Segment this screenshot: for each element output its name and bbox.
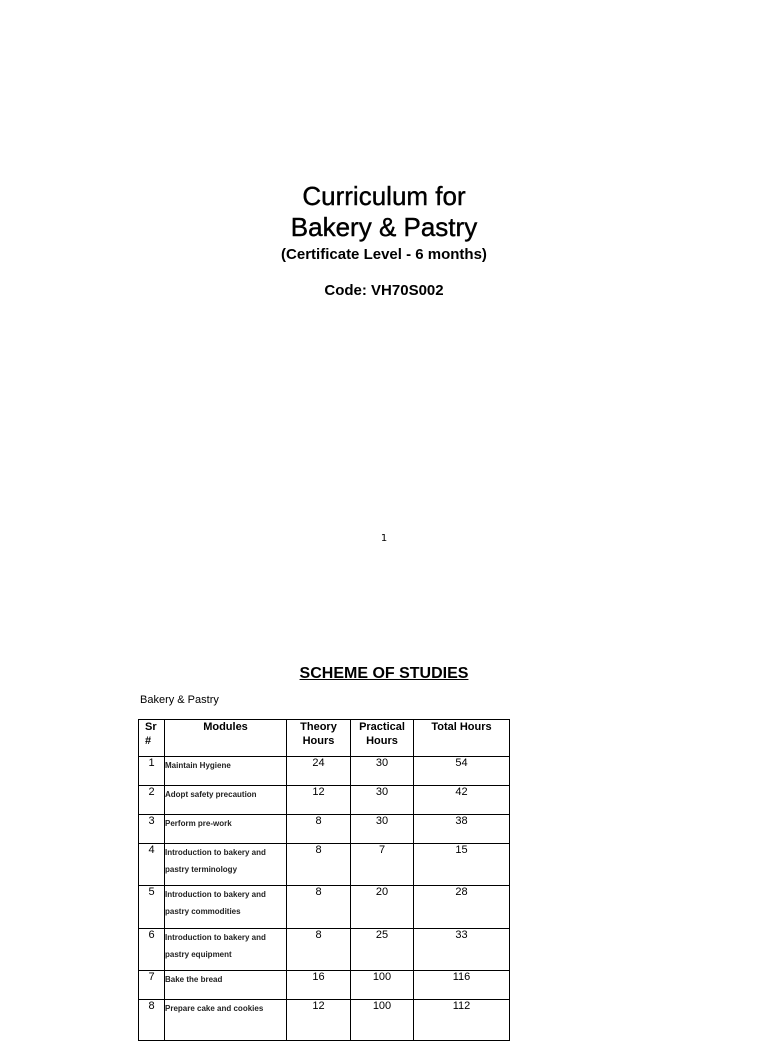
cell-practical: 20 bbox=[351, 886, 414, 929]
cell-practical: 100 bbox=[351, 1000, 414, 1041]
cell-theory: 8 bbox=[287, 929, 351, 971]
cell-sr: 3 bbox=[139, 815, 165, 844]
cell-sr: 5 bbox=[139, 886, 165, 929]
cell-module: Introduction to bakery and pastry terminology bbox=[165, 844, 287, 886]
cell-total: 54 bbox=[414, 757, 510, 786]
cell-sr: 1 bbox=[139, 757, 165, 786]
course-code: Code: VH70S002 bbox=[324, 282, 444, 299]
table-row bbox=[139, 815, 510, 844]
cell-module: Maintain Hygiene bbox=[165, 757, 287, 786]
cell-theory: 16 bbox=[287, 971, 351, 1000]
header-modules: Modules bbox=[165, 720, 287, 757]
cell-sr: 4 bbox=[139, 844, 165, 886]
cell-practical: 30 bbox=[351, 815, 414, 844]
cover-title-block bbox=[0, 181, 768, 300]
table-row bbox=[139, 786, 510, 815]
table-row bbox=[139, 757, 510, 786]
table-caption: Bakery & Pastry bbox=[140, 694, 219, 706]
document-subtitle: (Certificate Level - 6 months) bbox=[281, 246, 487, 263]
header-sr: Sr # bbox=[139, 720, 165, 757]
cell-sr: 7 bbox=[139, 971, 165, 1000]
cell-total: 33 bbox=[414, 929, 510, 971]
cell-practical: 7 bbox=[351, 844, 414, 886]
table-row bbox=[139, 886, 510, 929]
cell-theory: 12 bbox=[287, 786, 351, 815]
cell-practical: 25 bbox=[351, 929, 414, 971]
cell-total: 116 bbox=[414, 971, 510, 1000]
document-title-line-1: Curriculum for bbox=[302, 181, 466, 211]
table-row bbox=[139, 844, 510, 886]
cell-sr: 6 bbox=[139, 929, 165, 971]
table-row bbox=[139, 1000, 510, 1041]
cell-practical: 30 bbox=[351, 786, 414, 815]
cell-module: Introduction to bakery and pastry equipment bbox=[165, 929, 287, 971]
cell-theory: 12 bbox=[287, 1000, 351, 1041]
cell-sr: 2 bbox=[139, 786, 165, 815]
header-theory-hours: Theory Hours bbox=[287, 720, 351, 757]
scheme-heading: SCHEME OF STUDIES bbox=[299, 665, 469, 682]
cell-total: 42 bbox=[414, 786, 510, 815]
header-total-hours: Total Hours bbox=[414, 720, 510, 757]
table-row bbox=[139, 929, 510, 971]
cell-total: 112 bbox=[414, 1000, 510, 1041]
cell-total: 28 bbox=[414, 886, 510, 929]
cell-theory: 8 bbox=[287, 886, 351, 929]
cell-theory: 8 bbox=[287, 815, 351, 844]
cell-module: Bake the bread bbox=[165, 971, 287, 1000]
cell-module: Introduction to bakery and pastry commodities bbox=[165, 886, 287, 929]
cell-sr: 8 bbox=[139, 1000, 165, 1041]
cell-practical: 100 bbox=[351, 971, 414, 1000]
cell-module: Prepare cake and cookies bbox=[165, 1000, 287, 1041]
scheme-table bbox=[138, 719, 510, 1041]
page-number: 1 bbox=[380, 533, 388, 544]
table-row bbox=[139, 971, 510, 1000]
cell-practical: 30 bbox=[351, 757, 414, 786]
cell-theory: 24 bbox=[287, 757, 351, 786]
document-title-line-2: Bakery & Pastry bbox=[290, 212, 478, 242]
cell-theory: 8 bbox=[287, 844, 351, 886]
cell-module: Adopt safety precaution bbox=[165, 786, 287, 815]
cell-total: 38 bbox=[414, 815, 510, 844]
header-practical-hours: Practical Hours bbox=[351, 720, 414, 757]
table-header-row bbox=[139, 720, 510, 757]
cell-module: Perform pre-work bbox=[165, 815, 287, 844]
cell-total: 15 bbox=[414, 844, 510, 886]
